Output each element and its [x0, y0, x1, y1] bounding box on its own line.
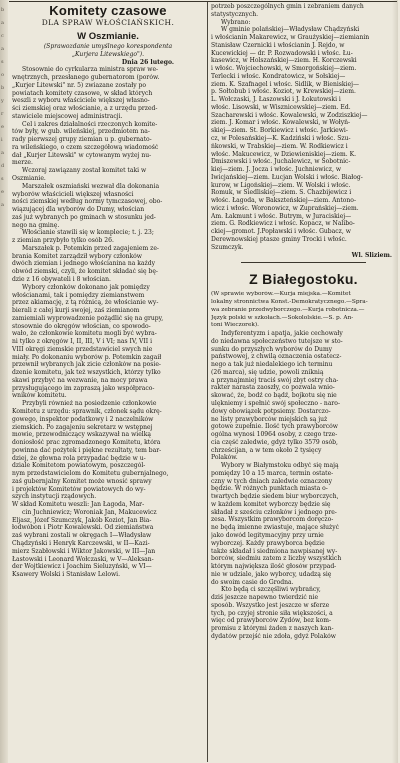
- text-line: Szacharewski i włośc. Kowalewski, w Żodziszkiej—: [211, 111, 368, 119]
- article-summary: [211, 291, 396, 330]
- left-column: [12, 3, 204, 579]
- text-line: dał „Kurjer Litewski" w cytowanym wyżej nu-: [12, 151, 152, 159]
- text-line: Am. Łakmunt i włośc. Butrym, w Juraciskiej—: [211, 212, 352, 220]
- text-line: włośc. Lisowski, w Wisznicewskiej—ziem. Ed.: [211, 103, 351, 111]
- text-line: wników komitetu.: [12, 392, 67, 400]
- text-line: W gminie polańskiej—Władysław Chądzyński: [221, 26, 360, 34]
- text-line: Wybory członków dokonano jak pomiędzy: [22, 283, 150, 291]
- text-line: Romuk, w Siedliskiej—ziem. S. Chazbijewicz i: [211, 189, 352, 197]
- text-line: ne listy prawyborców miejskich są już: [211, 415, 328, 423]
- text-line: Chądzyński i Henryk Karczewski, w II—Kazi-: [12, 540, 150, 547]
- text-line: twartych będzie siedem biur wyborczych,: [211, 493, 339, 501]
- article-heading: Komitety czasowe: [49, 3, 167, 18]
- text-line: dziej, że głowna rola przypadać będzie w u-: [12, 454, 146, 462]
- text-line: więc od prawyborców Żydów, bez kom-: [211, 617, 331, 625]
- text-line: promisu z którymi żaden z naszych kan-: [211, 625, 334, 633]
- text-line: (26 marca), się udzie, powoli zniknią: [211, 368, 324, 376]
- gutter-mark: i: [1, 137, 3, 143]
- gutter-mark: a: [1, 20, 4, 26]
- text-line: czny w tych dniach zaledwie oznaczony: [211, 477, 333, 485]
- text-line: Wybory w Białymstoku odbyć się mają: [221, 462, 339, 470]
- text-line: stawiciele miejscowej administracji.: [12, 112, 123, 120]
- text-line: Derewnowskiej ptasze gminy Trocki i włośc.: [211, 235, 347, 243]
- text-line: ziem. J. Komar i włośc. Kowalewski, w Wołyń-: [211, 119, 351, 127]
- text-line: także składał i siedmiona nawpisanej wy-: [211, 547, 338, 555]
- text-line: wnętrznych, przesłanego gubernatorom (porów.: [12, 74, 160, 82]
- text-line: wicz i włośc. Woronowicz, w Zuprańskiej—ziem.: [211, 204, 359, 212]
- correspondent-line: (Sprawozdanie umyślnego korespondenta: [43, 43, 173, 50]
- text-line: chrześcijan, a w tem około 2 tysięcy: [211, 446, 322, 454]
- text-line: (W sprawie wyborów.—Kurja miejska.—Komitet: [211, 291, 351, 298]
- gutter-mark: e: [1, 124, 4, 130]
- text-line: mierz Szabłowski i Wiktor Jakowski, w III—Jan: [12, 547, 156, 555]
- text-line: włościanami, tak i pomiędzy ziemianstwem: [12, 291, 145, 299]
- text-line: brania Komitet zarządził wybory członków: [12, 252, 142, 260]
- text-line: pomiędzy 10 a 15 marca, termin ostate-: [211, 469, 334, 477]
- gutter-mark: a: [1, 150, 4, 156]
- gutter-mark: s: [1, 59, 4, 65]
- text-line: Cel i zakres działalności rzeczonych komite-: [22, 120, 158, 128]
- text-line: mowie, przewodniczący wskazywał na wielką: [12, 431, 151, 439]
- text-line: jako dowód legitymacyjny przy urnie: [211, 532, 324, 539]
- text-line: sposób. Wszystko jest jeszcze w sferze: [211, 601, 330, 609]
- text-line: ne będą imienne zwiastuje, mające służyć: [211, 524, 339, 532]
- text-line: statystycznych.: [211, 10, 259, 18]
- page-gutter: [0, 0, 8, 763]
- text-line: obwód ziemski, czyli, że komitet składać się bę-: [12, 268, 158, 276]
- text-line: Stanisław Czernicki i włościanin J. Rejdo, w: [211, 41, 345, 49]
- text-line: Ksawery Wolski i Stanisław Lelowi.: [12, 571, 121, 579]
- text-line: z ziemian przybyło tylko osób 26.: [12, 237, 114, 245]
- text-line: Marszałek oszmiański wezwał dla dokonania: [22, 182, 160, 190]
- text-line: Stosownie do cyrkularza ministra spraw we-: [22, 66, 159, 74]
- text-line: skować, że, bodź co bądź, bojkotu się nie: [211, 392, 337, 400]
- text-line: Język polski w szkołach.—Sokololskie.—S. p. An-: [211, 314, 354, 321]
- text-line: tych, po czyjej stronie siła większości, a: [211, 609, 333, 617]
- wybrano-label: Wybrano:: [221, 18, 251, 26]
- left-article-body: [12, 66, 204, 579]
- text-line: ziem. G. Rodkiewicz i włośc. Kopacz, w Nalibo-: [211, 220, 355, 228]
- text-line: skiej—ziem. St. Borkiewicz i włośc. Jarkiewi-: [211, 127, 348, 135]
- article-date: Dnia 26 lutego.: [121, 58, 174, 66]
- text-line: Kto będą ci szczęśliwi wybrańcy,: [221, 586, 321, 594]
- text-line: i projektów Komitetów powiatowych do wy-: [12, 485, 146, 493]
- correspondent-line: „Kurjera Litewskiego").: [71, 50, 145, 58]
- text-line: bierali z całej kurji swojej, zaś ziemianom: [12, 307, 140, 315]
- text-line: zesa. Wszystkim prawyborcom doręczo-: [211, 516, 334, 524]
- right-column: [211, 3, 396, 641]
- text-line: ra wileńskiego, o czem szczegółową wiadomość: [12, 143, 159, 151]
- section-city: W Oszmianie.: [77, 31, 139, 42]
- text-line: Iwicjańskiej—ziem. Łucjan Wolski i włośc. Białog-: [211, 173, 363, 181]
- text-line: p. Sołtobub i włośc. Koziot, w Krewskiej—ziem.: [211, 88, 356, 96]
- text-line: do niedawna społeczeństwo tutejsze w sto-: [211, 337, 343, 345]
- text-line: ności ziemskiej według normy tymczasowej, obo-: [12, 198, 163, 206]
- text-line: którym największa ilość głosów przypad-: [211, 563, 337, 571]
- text-line: Oszmianie.: [12, 175, 46, 183]
- text-line: w każdem komitet wyborczy będzie się: [211, 500, 331, 508]
- right-article-body: [211, 330, 396, 641]
- gutter-mark: b: [1, 85, 5, 91]
- text-line: Indyferentyzm i apatja, jakie cechowały: [221, 330, 343, 338]
- gutter-mark: y: [1, 98, 4, 104]
- text-line: L. Wołczaski, J. Łaszowski i J. Łokutowski i: [211, 96, 341, 104]
- gutter-mark: c: [1, 33, 4, 39]
- text-line: dowy obowiązek potpsiemy. Dostarczo-: [211, 407, 331, 415]
- text-line: łodwóbon i Piotr Kowalewski. Od ziemiaństwa: [12, 524, 154, 532]
- gutter-mark: e: [1, 189, 4, 195]
- text-line: ziemskich. Po zagajeniu sekretarz w wstępnej: [12, 423, 153, 431]
- text-line: ńkowski, w Trabskiej—ziem. W. Rodkiewicz i: [211, 142, 348, 150]
- text-line: będzie. W różnych punktach miasta o-: [211, 485, 328, 493]
- text-line: Terlecki i włośc. Kondratowicz, w Sołskiej—: [211, 72, 346, 80]
- text-line: państwowej, z chwilą oznaczenia ostatecz-: [211, 353, 342, 361]
- text-line: merze.: [12, 159, 33, 167]
- text-line: zamiemiali wyprowadzenie pożądlić się na grupy,: [12, 314, 164, 322]
- text-line: tów były, w gub. wileńskiej, przedmiotem na-: [12, 128, 150, 136]
- article-heading-bialystok: Z Białegostoku.: [249, 271, 358, 288]
- text-line: nego na gminę.: [12, 221, 60, 229]
- column-divider: [207, 2, 208, 762]
- text-line: Łastowski i Leonard Wołczaski, w V—Aleksan-: [12, 555, 154, 563]
- text-line: dydatów przejść nie zdoła, gdyż Polaków: [211, 632, 336, 640]
- section-rule: [241, 262, 366, 263]
- text-line: sunku do przyszłych wyborów do Dumy: [211, 345, 333, 353]
- text-line: ziem. K. Szafnagel i włośc. Sidlik, w Bieniskiej—: [211, 80, 359, 88]
- text-line: włośc. Makucewicz, w Dziewieniskiej—ziem. K.: [211, 150, 357, 158]
- text-line: Polaków.: [211, 454, 238, 462]
- text-line: gowego, inspektor podatkowy i 2 naczelników: [12, 415, 154, 423]
- text-line: przez akiamację, z tą różnicą, że włościanie wy-: [12, 299, 159, 307]
- text-line: szych instytucji rządowych.: [12, 493, 97, 501]
- text-line: der Wojtkiewicz i Joachim Sieluzyński, w VI—: [12, 563, 152, 571]
- text-line: doniosłość prac zgromadzonego Komitetu, która: [12, 439, 161, 447]
- text-line: Włościanie stawili się w komplecie; t. j. 23;: [22, 229, 154, 237]
- text-line: dzie z 16 obywateli i 8 włościan.: [12, 275, 111, 283]
- text-line: włośc. Łagoda, w Bakszteńskiej—ziem. Antono-: [211, 197, 356, 205]
- text-line: rakter narasta zaoszły, co pozwala wnio-: [211, 384, 335, 392]
- top-rule: [9, 1, 397, 2]
- text-line: Komitetu z urzędu: sprawnik, członek sądu okrę-: [12, 407, 162, 415]
- text-line: cin Juchniewicz; Woroniak Jan, Makucewicz: [22, 508, 157, 516]
- text-line: Marszałek p. Potemkin przed zagajeniem ze-: [22, 244, 159, 252]
- text-line: wało, że członkowie komitetu mogli być wybra-: [12, 330, 157, 338]
- text-line: ści ziemskiej oraz włościanie, a z urzędu przed-: [12, 105, 158, 113]
- text-line: W skład Komitetu weszli: Jan Łagoda, Mar-: [12, 501, 145, 509]
- text-line: ni tylko z okręgów I, II, III, V i VI; nas IV, VII i: [12, 338, 153, 346]
- text-line: kurow, w Ligońskiej—ziem. W. Wolski i włośc.: [211, 181, 351, 189]
- article-subheading: DLA SPRAW WŁOŚCIAŃSKICH.: [41, 18, 175, 27]
- text-line: i włościanin Makarewicz, w Graużyskiej—ziemianin: [211, 34, 370, 42]
- text-line: dwóch ziemian i jednego włościanina na każdy: [12, 260, 155, 268]
- text-line: cz, w Polesańskiej—K. Kadziński i włośc. Szu-: [211, 135, 351, 143]
- text-line: ulękniemy i spełnić swój społeczno - naro-: [211, 399, 340, 407]
- elected-list: [211, 26, 396, 251]
- text-line: stosownie do okręgów włościan, co spowodo-: [12, 322, 151, 330]
- text-line: weszli z wyboru właściciele większej własno-: [12, 97, 150, 105]
- gutter-mark: s: [1, 176, 4, 182]
- text-line: borców, siedmiu zatem z liczby wszystkich: [211, 555, 342, 563]
- text-line: nego a tak już niedalekiego ich terminu: [211, 361, 333, 369]
- text-line: Kucewickiej — dr. P. Rozwadowski i włośc. Łu-: [211, 49, 353, 57]
- text-line: dziale Komitetom powiatowym, poszczegól-: [12, 462, 146, 470]
- text-line: lokalny stronnictwa Konst.-Demokratycznego.—Spra-: [211, 299, 368, 306]
- text-line: wyborczej. Każdy prawyborca będzie: [211, 539, 325, 547]
- text-line: ckiej—gromot. J.Popławski i włośc. Gubacz, w: [211, 228, 351, 236]
- gutter-mark: b: [1, 7, 5, 13]
- text-line: zaś już wybranych po gminach w stosunku jed-: [12, 213, 156, 221]
- text-line: „Kurjer Litewski" nr. 5) zwiazane zostały po: [12, 81, 147, 89]
- gutter-mark: d: [1, 163, 5, 169]
- text-line: dziś jeszcze napewno twierdzić nie: [211, 594, 319, 602]
- author-signature: Wl. Sliziem.: [351, 251, 392, 259]
- text-line: powiatach komitety czasowe, w skład których: [12, 89, 153, 97]
- text-line: nie w udziale, jako wyborcy, udadzą się: [211, 570, 332, 578]
- text-line: Przybyli również na posiedzenie członkowie: [22, 400, 157, 408]
- text-line: dzenie komitetu, jak też wszystkich, którzy tylko: [12, 369, 161, 377]
- gutter-mark: r: [1, 111, 4, 117]
- text-line: potrzeb poszczególnych gmin i zebraniem danych: [211, 3, 364, 10]
- paper-edge: [392, 0, 398, 763]
- gutter-mark: a: [1, 202, 4, 208]
- text-line: kasewicz, w Holszańskiej—ziem. H. Korczewski: [211, 57, 357, 65]
- text-line: rady pierwszej grupy ziemian u p. gubernato-: [12, 136, 152, 144]
- text-line: VIII okręgi ziemskie przedstawiciel swych nie: [12, 345, 153, 353]
- text-line: wiązującej dla wyborów do Dumy, włościan: [12, 206, 145, 214]
- text-line: przysługującego im zapraszą jako współpraco-: [12, 384, 155, 392]
- continued-text: [211, 3, 396, 19]
- text-line: Wczoraj zawiązany został komitet taki w: [22, 167, 147, 175]
- gutter-mark: a: [1, 46, 4, 52]
- text-line: do swoim casie do Grodna.: [211, 578, 294, 586]
- text-line: nym przedstawicielom do Komitetu gubernjalnego,: [12, 470, 169, 478]
- text-line: skawi przybyć na wezwanie, na mocy prawa: [12, 376, 148, 384]
- text-line: kiej—ziem. J. Jocza i włośc. Juchniewicz, w: [211, 166, 342, 174]
- text-line: ogólna wynosi 10964 osoby, z czego trze-: [211, 431, 338, 439]
- text-line: i włośc. Wojciechowski, w Smorgońskiej—ziem.: [211, 65, 357, 73]
- text-line: a przynajmniej traciś swój zbyt ostry cha-: [211, 376, 339, 384]
- text-line: cia część zaledwie, gdyż tylko 3579 osób,: [211, 438, 338, 446]
- text-line: składał z sześciu członków i jednego pre-: [211, 508, 337, 516]
- gutter-marks: [1, 4, 8, 212]
- text-line: toni Wieczorek).: [211, 322, 259, 329]
- text-line: zaś wybrani zostali w okręgach I—Władysław: [12, 532, 152, 540]
- text-line: Dmiszewski i włośc. Juchalewicz, w Sobotnic-: [211, 158, 351, 166]
- text-line: przewnił wybranych jak zicie członków na posie-: [12, 361, 161, 369]
- text-line: zaś gubernjalny Komitet może wnosić sprawy: [12, 477, 152, 485]
- text-line: wyborów właścicieli większej własności: [12, 190, 134, 198]
- gutter-mark: o: [1, 72, 5, 78]
- text-line: wa zebranie przedwyborczego.—Kurja robotnicza.—: [211, 306, 365, 313]
- text-line: miały. Po dokonaniu wyborów p. Potemkin zagaił: [12, 353, 162, 361]
- text-line: powinna dać pożytek i piękne rezultaty, tem bar-: [12, 446, 162, 454]
- text-line: Szumczyk.: [211, 243, 244, 251]
- text-line: Eljasz, Józef Szumczyk, Jakób Koziot, Jan Bia-: [12, 516, 152, 524]
- text-line: gotowe zupełnie. Ilość tych prawyborców: [211, 423, 338, 431]
